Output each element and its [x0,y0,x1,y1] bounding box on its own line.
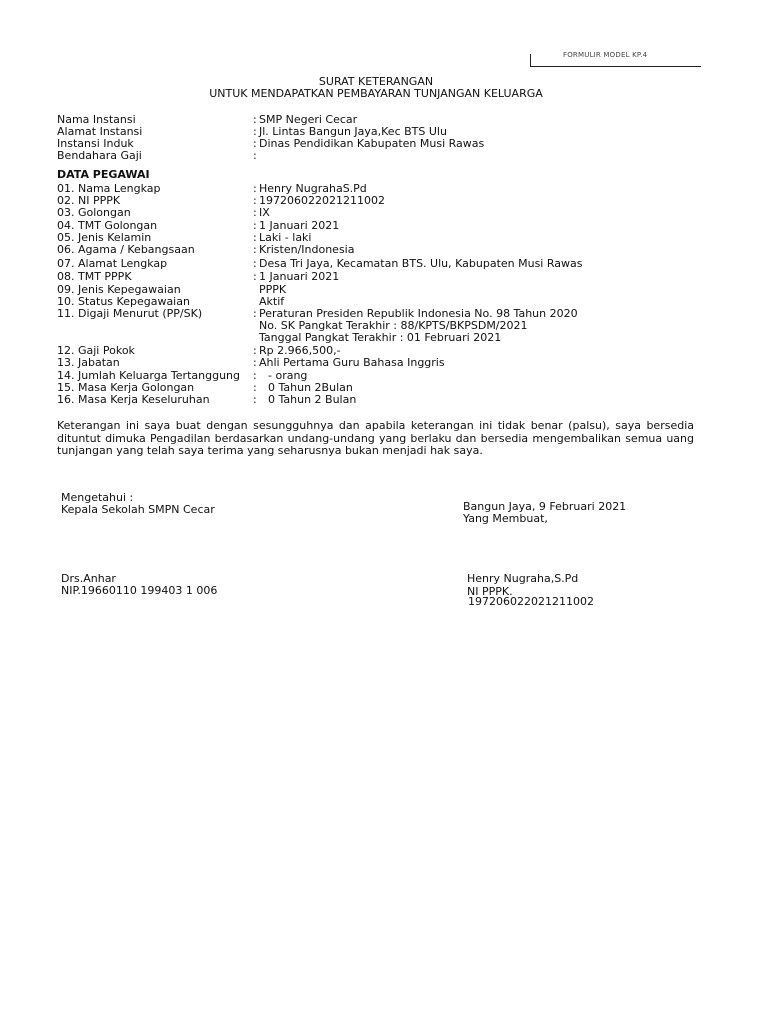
pegawai-label: 03. Golongan [57,206,131,219]
sign-right-id-value: 197206022021211002 [468,595,594,608]
pegawai-separator: : [253,369,257,382]
pegawai-value: Peraturan Presiden Republik Indonesia No. 98 Tahun 2020 [259,307,578,320]
instansi-value: Jl. Lintas Bangun Jaya,Kec BTS Ulu [259,125,447,138]
pegawai-label: 16. Masa Kerja Keseluruhan [57,393,210,406]
sign-left-position: Kepala Sekolah SMPN Cecar [61,503,215,516]
pegawai-value: 0 Tahun 2Bulan [268,381,353,394]
pegawai-value: Laki - laki [259,231,312,244]
pegawai-value: Kristen/Indonesia [259,243,355,256]
pegawai-label: 06. Agama / Kebangsaan [57,243,195,256]
form-model-label: FORMULIR MODEL KP.4 [563,51,648,59]
pegawai-label: 04. TMT Golongan [57,219,158,232]
instansi-value: Dinas Pendidikan Kabupaten Musi Rawas [259,137,485,150]
pegawai-label: 12. Gaji Pokok [57,344,135,357]
pegawai-value: Henry NugrahaS.Pd [259,182,367,195]
pegawai-label: 01. Nama Lengkap [57,182,161,195]
pegawai-separator: : [253,257,257,270]
pegawai-value: 0 Tahun 2 Bulan [268,393,357,406]
pegawai-value: Tanggal Pangkat Terakhir : 01 Februari 2021 [259,331,502,344]
pegawai-value: IX [259,206,270,219]
pegawai-label: 10. Status Kepegawaian [57,295,190,308]
instansi-separator: : [253,125,257,138]
pegawai-value: No. SK Pangkat Terakhir : 88/KPTS/BKPSDM/2021 [259,319,528,332]
pegawai-value: 1 Januari 2021 [259,219,340,232]
instansi-separator: : [253,149,257,162]
pegawai-value: Desa Tri Jaya, Kecamatan BTS. Ulu, Kabupaten Musi Rawas [259,257,583,270]
pegawai-separator: : [253,194,257,207]
pegawai-separator: : [253,381,257,394]
pegawai-value: - orang [268,369,308,382]
sign-right-name: Henry Nugraha,S.Pd [467,572,579,585]
pegawai-value: Aktif [259,295,285,308]
pegawai-separator: : [253,344,257,357]
instansi-label: Bendahara Gaji [57,149,142,162]
pegawai-label: 08. TMT PPPK [57,270,132,283]
section-title-data-pegawai: DATA PEGAWAI [57,168,150,181]
pegawai-value: 197206022021211002 [259,194,385,207]
pegawai-label: 11. Digaji Menurut (PP/SK) [57,307,203,320]
sign-left-known: Mengetahui : [61,491,134,504]
statement-paragraph: Keterangan ini saya buat dengan sesungguhnya dan apabila keterangan ini tidak benar (palsu), saya bersedia dituntut dimuka Pengadilan berdasarkan undang-undang yang berlaku dan bersedia mengembalikan semua uang tunjangan yang telah saya terima yang seharusnya bukan menjadi hak saya. [57,419,694,458]
pegawai-label: 15. Masa Kerja Golongan [57,381,195,394]
pegawai-separator: : [253,219,257,232]
sign-left-nip: NIP.19660110 199403 1 006 [61,584,218,597]
sign-right-place-date: Bangun Jaya, 9 Februari 2021 [463,500,627,513]
instansi-separator: : [253,137,257,150]
pegawai-separator: : [253,270,257,283]
pegawai-separator: : [253,393,257,406]
pegawai-value: PPPK [259,283,287,296]
pegawai-label: 13. Jabatan [57,356,120,369]
instansi-label: Instansi Induk [57,137,134,150]
pegawai-label: 09. Jenis Kepegawaian [57,283,181,296]
sign-left-name: Drs.Anhar [61,572,116,585]
pegawai-label: 05. Jenis Kelamin [57,231,152,244]
pegawai-value: 1 Januari 2021 [259,270,340,283]
instansi-label: Nama Instansi [57,113,136,126]
document-subtitle: UNTUK MENDAPATKAN PEMBAYARAN TUNJANGAN KELUARGA [209,87,543,100]
pegawai-separator: : [253,231,257,244]
pegawai-separator: : [253,182,257,195]
instansi-label: Alamat Instansi [57,125,143,138]
sign-right-id-label: NI PPPK. [467,585,513,598]
pegawai-value: Ahli Pertama Guru Bahasa Inggris [259,356,445,369]
pegawai-label: 07. Alamat Lengkap [57,257,168,270]
pegawai-separator: : [253,206,257,219]
document-title: SURAT KETERANGAN [318,75,434,88]
pegawai-value: Rp 2.966,500,- [259,344,341,357]
pegawai-label: 02. NI PPPK [57,194,121,207]
pegawai-label: 14. Jumlah Keluarga Tertanggung [57,369,240,382]
instansi-value: SMP Negeri Cecar [259,113,358,126]
instansi-separator: : [253,113,257,126]
form-model-box [530,51,701,67]
pegawai-separator: : [253,307,257,320]
pegawai-separator: : [253,356,257,369]
pegawai-separator: : [253,243,257,256]
sign-right-role: Yang Membuat, [463,512,548,525]
